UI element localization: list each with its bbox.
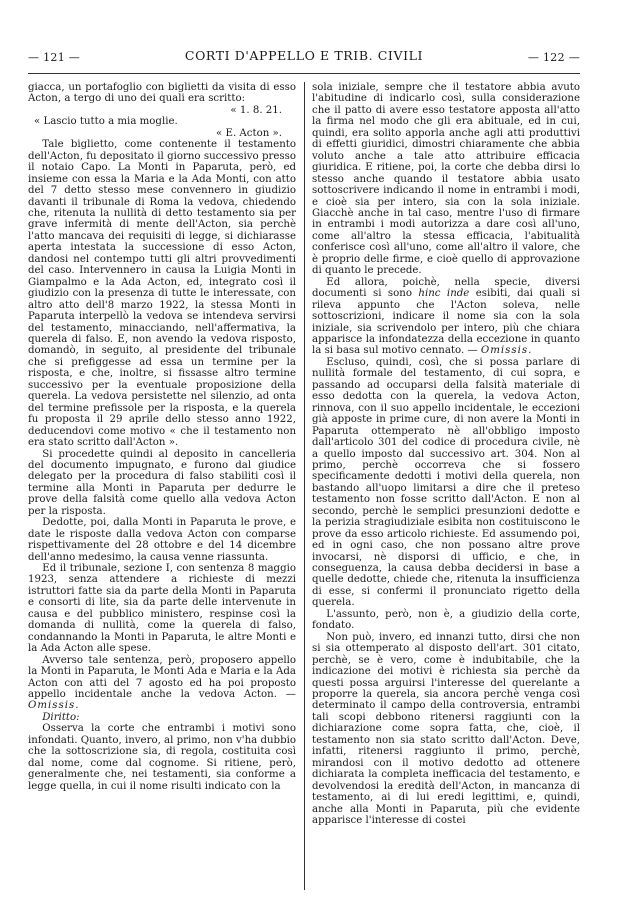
omissis-label: Omissis. [480,345,533,357]
omissis-label: Omissis. [28,700,80,712]
note-text: « Lascio tutto a mia moglie. [34,116,178,128]
paragraph: Ed il tribunale, sezione I, con sentenza 8 maggio 1923, senza attendere a richieste di mezzi istruttori fatte sia da parte della Monti in Paparuta e consorti di lite, sia da parte delle intervenute in causa e del pubblico ministero, respinse così la domanda di nullità, come la querela di falso, condannando la Monti in Paparuta, le altre Monti e la Ada Acton alle spese. [28,563,296,655]
paragraph: Non può, invero, ed innanzi tutto, dirsi che non si sia ottemperato al disposto dell'art. 301 citato, perchè, se è vero, come è indubitabile, che la indicazione dei motivi è richiesta sia perchè da questi possa arguirsi l'interesse del querelante a proporre la querela, sia ancora perchè venga così determinato il campo della controversia, entrambi tali scopi debbono ritenersi raggiunti con la dichiarazione come sopra fatta, che, cioè, il testamento non sia stato scritto dall'Acton. Deve, infatti, ritenersi raggiunto il primo, perchè, mirandosi con il motivo dedotto ad ottenere dichiarata la completa inefficacia del testamento, e devolvendosi la eredità dell'Acton, in mancanza di testamento, ai di lui eredi legittimi, e, quindi, anche alla Monti in Paparuta, più che evidente apparisce l'interesse di costei [312,631,580,826]
paragraph: Si procedette quindi al deposito in cancelleria del documento impugnato, e furono dal giudice delegato per la procedura di falso stabiliti così il termine alla Monti in Paparuta per dedurre le prove della falsità come quello alla vedova Acton per la risposta. [28,448,296,517]
paragraph: giacca, un portafoglio con biglietti da visita di esso Acton, a tergo di uno dei quali era scritto: [28,82,296,105]
paragraph [28,655,296,712]
note-signature: « E. Acton ». [216,127,282,139]
header-rule [28,73,580,74]
paragraph: Dedotte, poi, dalla Monti in Paparuta le prove, e date le risposte dalla vedova Acton con comparse rispettivamente del 28 ottobre e del 14 dicembre dell'anno medesimo, la causa venne riassunta. [28,517,296,563]
running-header [28,48,580,66]
paragraph-text: Ed allora, poichè, nella specie, diversi documenti si sono [312,276,580,300]
section-heading: Diritto: [42,711,80,723]
right-column [312,82,580,826]
paragraph-text: Avverso tale sentenza, però, proposero appello la Monti in Paparuta, le Monti Ada e Maria e la Ada Acton con atti del 7 agosto ed ha poi proposto appello incidentale anche la vedova Acton. — [28,654,296,701]
page-number-right: — 122 — [527,51,580,64]
note-date: « 1. 8. 21. [230,104,282,116]
paragraph: Tale biglietto, come contenente il testamento dell'Acton, fu depositato il giorno successivo presso il notaio Capo. La Monti in Paparuta, però, ed insieme con essa la Maria e la Ada Monti, con atto del 7 detto stesso mese convennero in giudizio davanti il tribunale di Roma la vedova, chiedendo che, ritenuta la nullità di detto testamento sia per grave infermità di mente dell'Acton, sia perchè l'atto mancava dei requisiti di legge, si dichiarasse aperta intestata la successione di esso Acton, dandosi nel contempo tutti gli altri provvedimenti del caso. Intervennero in causa la Luigia Monti in Giampalmo e la Ada Acton, ed, integrato così il giudizio con la presenza di tutte le interessate, con altro atto dell'8 marzo 1922, la stessa Monti in Paparuta interpellò la vedova se intendeva servirsi del testamento, minacciando, nell'affermativa, la querela di falso. E, non avendo la vedova risposto, domandò, in seguito, al presidente del tribunale che si prefiggesse ad essa un termine per la risposta, e che, inoltre, si fissasse altro termine successivo per la eventuale proposizione della querela. La vedova persistette nel silenzio, ad onta del termine prefissole per la risposta, e la querela fu proposta il 29 aprile dello stesso anno 1922, deducendovi come motivo « che il testamento non era stato scritto dall'Acton ». [28,139,296,449]
page-number-left: — 121 — [28,51,81,64]
left-column [28,82,296,792]
paragraph-text: esibiti, dai quali si rileva appunto che l'Acton soleva, nelle sottoscrizioni, indicare il nome sia con la sola iniziale, sia scrivendolo per intero, più che chiara apparisce la infondatezza della eccezione in quanto la si basa sul motivo cennato. — [312,288,580,357]
italic-phrase: hinc inde [418,288,470,300]
paragraph: Escluso, quindi, così, che si possa parlare di nullità formale del testamento, di cui sopra, e passando ad occuparsi della falsità materiale di esso dedotta con la querela, la vedova Acton, rinnova, con il suo appello incidentale, le eccezioni già apposte in prime cure, di non avere la Monti in Paparuta ottemperato nè all'obbligo imposto dall'articolo 301 del codice di procedura civile, nè a quello imposto dal successivo art. 304. Non al primo, perchè occorreva che si fossero specificamente dedotti i motivi della querela, non bastando all'uopo limitarsi a dire che il preteso testamento non fosse scritto dall'Acton. E non al secondo, perchè le semplici presunzioni dedotte e la perizia stragiudiziale esibita non costituiscono le prove da esso articolo richieste. Ed assumendo poi, ed in ogni caso, che non possano altre prove invocarsi, nè disporsi di ufficio, e che, in conseguenza, la causa debba decidersi in base a quelle dedotte, chiede che, ritenuta la insufficienza di esse, si confermi il pronunciato rigetto della querela. [312,356,580,609]
paragraph: L'assunto, però, non è, a giudizio della corte, fondato. [312,608,580,632]
paragraph: Osserva la corte che entrambi i motivi sono infondati. Quanto, invero, al primo, non v'ha dubbio che la sottoscrizione sia, di regola, costituita così dal nome, come dal cognome. Si ritiene, però, generalmente che, nei testamenti, sia conforme a legge quella, in cui il nome risulti indicato con la [28,723,296,792]
paragraph: sola iniziale, sempre che il testatore abbia avuto l'abitudine di indicarlo così, sulla considerazione che il patto di avere esso testatore apposta all'atto la firma nel modo che gli era abituale, ed in cui, quindi, era solito apporla anche agli atti produttivi di effetti giuridici, dimostri chiaramente che abbia voluto anche a tale atto attribuire efficacia giuridica. E ritiene, poi, la corte che debba dirsi lo stesso anche quando il testatore abbia usato sottoscrivere indicando il nome in entrambi i modi, e cioè sia per intero, sia con la sola iniziale. Giacchè anche in tal caso, mentre l'uso di firmare in entrambi i modi autorizza a dare così all'uno, come all'altro la stessa efficacia, l'abitualità conferisce così all'uno, come all'altro il valore, che è proprio delle firme, e cioè quello di approvazione di quanto le precede. [312,82,580,277]
running-title: CORTI D'APPELLO E TRIB. CIVILI [184,48,424,63]
column-divider [304,82,305,890]
paragraph [312,277,580,357]
